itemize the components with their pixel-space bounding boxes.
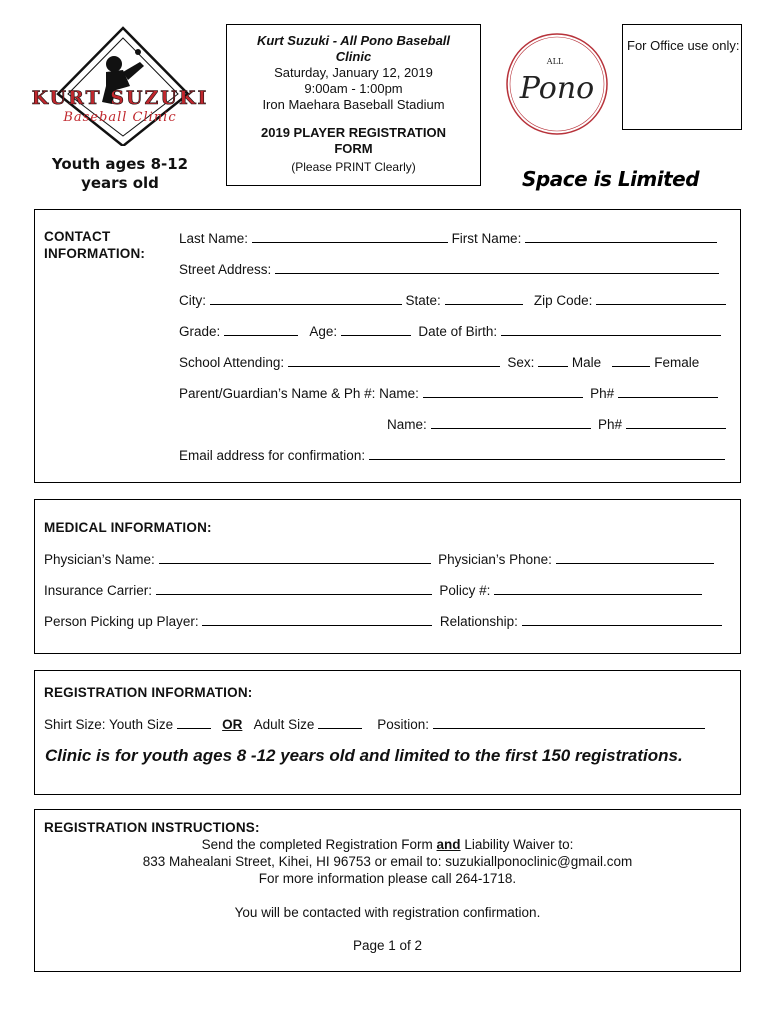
parent-row-1 — [179, 385, 718, 401]
or-label: OR — [222, 717, 243, 732]
email-row — [179, 447, 725, 463]
contacted-note: You will be contacted with registration confirmation. — [234, 905, 541, 920]
physician-row — [44, 551, 714, 567]
all-pono-logo — [503, 30, 611, 138]
pickup-label: Person Picking up Player: — [44, 614, 199, 629]
shirt-row — [44, 716, 705, 732]
contact-heading-line-1: CONTACT — [44, 229, 111, 244]
insurance-row — [44, 582, 702, 598]
relationship-label: Relationship: — [439, 614, 518, 629]
city-label: City: — [179, 293, 206, 308]
send-and: and — [436, 837, 461, 852]
medical-section — [34, 499, 741, 654]
city-row — [179, 292, 726, 308]
school-row — [179, 354, 699, 370]
clinic-note: Clinic is for youth ages 8 -12 years old and limited to the first 150 registrations. — [45, 746, 683, 765]
first-name-label: First Name: — [451, 231, 522, 246]
parent-ph-label-2: Ph# — [598, 417, 623, 432]
sex-male-field[interactable] — [538, 354, 568, 367]
logo-right-small: ALL — [546, 57, 564, 66]
age-label: Age: — [309, 324, 338, 339]
position-label: Position: — [377, 717, 429, 732]
city-field[interactable] — [210, 292, 402, 305]
event-info-box — [226, 24, 481, 186]
grade-label: Grade: — [179, 324, 221, 339]
last-name-field[interactable] — [252, 230, 448, 243]
event-title: Kurt Suzuki - All Pono Baseball Clinic — [256, 33, 451, 64]
insurance-label: Insurance Carrier: — [44, 583, 153, 598]
parent-name-field-2[interactable] — [431, 416, 591, 429]
parent-row-2 — [387, 416, 726, 432]
registration-heading: REGISTRATION INFORMATION: — [44, 685, 253, 700]
sex-label: Sex: — [507, 355, 535, 370]
logo-left-subtitle: Baseball Clinic — [63, 110, 177, 125]
shirt-label: Shirt Size: Youth Size — [44, 717, 174, 732]
physician-phone-field[interactable] — [556, 551, 714, 564]
pickup-row — [44, 613, 722, 629]
youth-ages-label — [40, 155, 200, 193]
email-field[interactable] — [369, 447, 725, 460]
sex-female-field[interactable] — [612, 354, 650, 367]
zip-label: Zip Code: — [533, 293, 593, 308]
parent-name-label-1: Name: — [379, 386, 419, 401]
state-label: State: — [405, 293, 441, 308]
grade-row — [179, 323, 721, 339]
position-field[interactable] — [433, 716, 705, 729]
parent-name-label-2: Name: — [387, 417, 427, 432]
contact-heading-line-2: INFORMATION: — [44, 246, 146, 261]
youth-ages-line-1: Youth ages 8-12 — [51, 155, 189, 173]
physician-label: Physician’s Name: — [44, 552, 155, 567]
logo-left-title: KURT SUZUKI — [31, 87, 209, 109]
page-number: Page 1 of 2 — [352, 938, 423, 953]
dob-field[interactable] — [501, 323, 721, 336]
physician-field[interactable] — [159, 551, 431, 564]
instructions-section — [34, 809, 741, 972]
school-field[interactable] — [288, 354, 500, 367]
school-label: School Attending: — [179, 355, 285, 370]
parent-ph-label-1: Ph# — [590, 386, 615, 401]
zip-field[interactable] — [596, 292, 726, 305]
street-field[interactable] — [275, 261, 719, 274]
form-subtitle: (Please PRINT Clearly) — [291, 160, 416, 174]
youth-size-field[interactable] — [177, 716, 211, 729]
first-name-field[interactable] — [525, 230, 717, 243]
insurance-field[interactable] — [156, 582, 432, 595]
relationship-field[interactable] — [522, 613, 722, 626]
form-title: 2019 PLAYER REGISTRATION FORM — [261, 125, 446, 156]
event-venue: Iron Maehara Baseball Stadium — [262, 97, 445, 112]
space-limited-banner: Space is Limited — [522, 167, 700, 191]
mailing-address: 833 Mahealani Street, Kihei, HI 96753 or email to: suzukiallponoclinic@gmail.com — [142, 854, 633, 869]
age-field[interactable] — [341, 323, 411, 336]
physician-phone-label: Physician’s Phone: — [438, 552, 552, 567]
medical-heading: MEDICAL INFORMATION: — [44, 520, 212, 535]
event-time: 9:00am - 1:00pm — [304, 81, 403, 96]
contact-heading — [44, 228, 145, 262]
parent-ph-field-1[interactable] — [618, 385, 718, 398]
adult-size-field[interactable] — [318, 716, 362, 729]
office-use-label: For Office use only: — [627, 38, 740, 53]
policy-label: Policy #: — [439, 583, 491, 598]
office-use-box — [622, 24, 742, 130]
instructions-body — [35, 836, 740, 887]
send-line — [35, 836, 740, 853]
street-label: Street Address: — [179, 262, 272, 277]
parent-ph-field-2[interactable] — [626, 416, 726, 429]
parent-label: Parent/Guardian’s Name & Ph #: — [179, 386, 376, 401]
more-info: For more information please call 264-1718. — [258, 871, 517, 886]
street-row — [179, 261, 719, 277]
female-label: Female — [654, 355, 700, 370]
male-label: Male — [571, 355, 602, 370]
pickup-field[interactable] — [202, 613, 432, 626]
send-pre: Send the completed Registration Form — [201, 837, 433, 852]
logo-right-big: Pono — [519, 71, 595, 106]
policy-field[interactable] — [494, 582, 702, 595]
contact-section — [34, 209, 741, 483]
event-date: Saturday, January 12, 2019 — [274, 65, 433, 80]
state-field[interactable] — [445, 292, 523, 305]
parent-name-field-1[interactable] — [423, 385, 583, 398]
youth-ages-line-2: years old — [81, 174, 159, 192]
kurt-suzuki-clinic-logo — [28, 24, 213, 146]
registration-section — [34, 670, 741, 795]
name-row — [179, 230, 717, 246]
last-name-label: Last Name: — [179, 231, 249, 246]
send-post: Liability Waiver to: — [464, 837, 574, 852]
dob-label: Date of Birth: — [418, 324, 498, 339]
email-label: Email address for confirmation: — [179, 448, 366, 463]
instructions-heading: REGISTRATION INSTRUCTIONS: — [44, 820, 260, 835]
grade-field[interactable] — [224, 323, 298, 336]
adult-size-label: Adult Size — [253, 717, 315, 732]
